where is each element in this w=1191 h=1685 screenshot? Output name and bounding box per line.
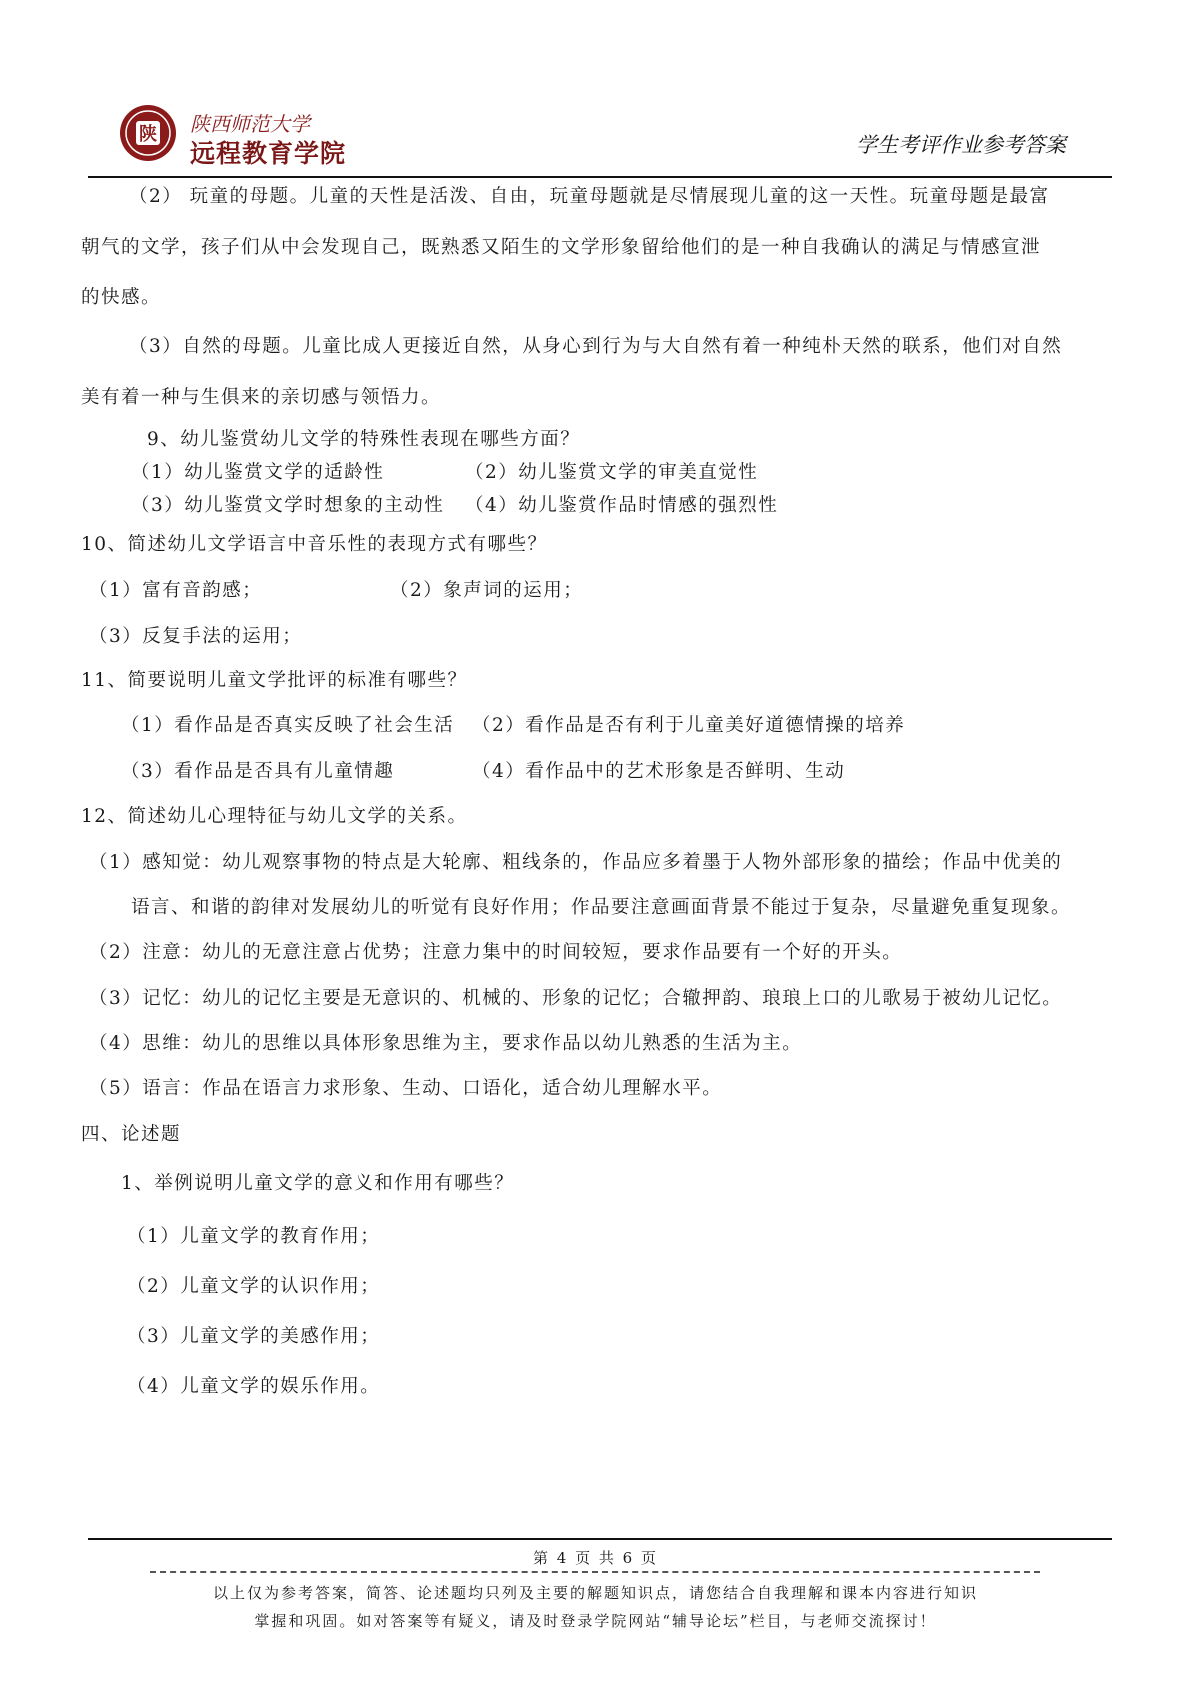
question-12: 12、简述幼儿心理特征与幼儿文学的关系。 [81, 806, 468, 827]
svg-text:陕: 陕 [139, 124, 157, 145]
disclaimer-line: 掌握和巩固。如对答案等有疑义，请及时登录学院网站“辅导论坛”栏目，与老师交流探讨！ [254, 1612, 937, 1630]
answer-item: （3）儿童文学的美感作用； [127, 1326, 381, 1347]
answer-item: （4）看作品中的艺术形象是否鲜明、生动 [472, 761, 846, 782]
header-divider [88, 176, 1112, 178]
answer-item: （2）儿童文学的认识作用； [127, 1276, 381, 1297]
answer-item: 语言、和谐的韵律对发展幼儿的听觉有良好作用；作品要注意画面背景不能过于复杂，尽量避免重复现象。 [131, 897, 1072, 918]
answer-item: （5）语言：作品在语言力求形象、生动、口语化，适合幼儿理解水平。 [89, 1078, 723, 1099]
question-10: 10、简述幼儿文学语言中音乐性的表现方式有哪些？ [81, 534, 548, 555]
paragraph-line: 的快感。 [81, 287, 162, 308]
answer-item: （1）儿童文学的教育作用； [127, 1226, 381, 1247]
footer-divider [88, 1538, 1112, 1540]
answer-item: （3）记忆：幼儿的记忆主要是无意识的、机械的、形象的记忆；合辙押韵、琅琅上口的儿歌易于被幼儿记忆。 [89, 988, 1063, 1009]
paragraph-line: （2） 玩童的母题。儿童的天性是活泼、自由，玩童母题就是尽情展现儿童的这一天性。玩童母题是最富 [129, 186, 1050, 207]
school-name: 陕西师范大学 [190, 112, 310, 136]
question-11: 11、简要说明儿童文学批评的标准有哪些？ [81, 670, 468, 691]
answer-item: （1）富有音韵感； [89, 580, 263, 601]
question-9: 9、幼儿鉴赏幼儿文学的特殊性表现在哪些方面？ [147, 429, 581, 450]
answer-item: （4）幼儿鉴赏作品时情感的强烈性 [465, 495, 779, 516]
answer-item: （1）看作品是否真实反映了社会生活 [121, 715, 455, 736]
answer-item: （2）象声词的运用； [390, 580, 584, 601]
answer-item: （4）思维：幼儿的思维以具体形象思维为主，要求作品以幼儿熟悉的生活为主。 [89, 1033, 803, 1054]
page-number: 第 4 页 共 6 页 [533, 1549, 658, 1567]
section-heading: 四、论述题 [81, 1124, 182, 1145]
answer-item: （2）注意：幼儿的无意注意占优势；注意力集中的时间较短，要求作品要有一个好的开头。 [89, 942, 903, 963]
footer-dashed-divider [150, 1571, 1040, 1573]
paragraph-line: 朝气的文学，孩子们从中会发现自己，既熟悉又陌生的文学形象留给他们的是一种自我确认的满足与情感宣泄 [81, 237, 1042, 258]
paragraph-line: （3）自然的母题。儿童比成人更接近自然，从身心到行为与大自然有着一种纯朴天然的联系，他们对自然 [129, 336, 1063, 357]
answer-item: （3）反复手法的运用； [89, 626, 303, 647]
answer-item: （3）看作品是否具有儿童情趣 [121, 761, 395, 782]
paragraph-line: 美有着一种与生俱来的亲切感与领悟力。 [81, 387, 442, 408]
answer-item: （1）感知觉：幼儿观察事物的特点是大轮廓、粗线条的，作品应多着墨于人物外部形象的描绘；作品中优美的 [89, 852, 1063, 873]
disclaimer-line: 以上仅为参考答案，简答、论述题均只列及主要的解题知识点，请您结合自我理解和课本内容进行知识 [212, 1584, 978, 1602]
answer-item: （2）幼儿鉴赏文学的审美直觉性 [465, 462, 759, 483]
college-name: 远程教育学院 [190, 139, 347, 168]
answer-item: （1）幼儿鉴赏文学的适龄性 [131, 462, 385, 483]
school-logo [118, 103, 178, 163]
document-title: 学生考评作业参考答案 [856, 133, 1066, 157]
essay-question-1: 1、举例说明儿童文学的意义和作用有哪些？ [121, 1173, 515, 1194]
answer-item: （4）儿童文学的娱乐作用。 [127, 1376, 381, 1397]
answer-item: （3）幼儿鉴赏文学时想象的主动性 [131, 495, 445, 516]
answer-item: （2）看作品是否有利于儿童美好道德情操的培养 [472, 715, 906, 736]
